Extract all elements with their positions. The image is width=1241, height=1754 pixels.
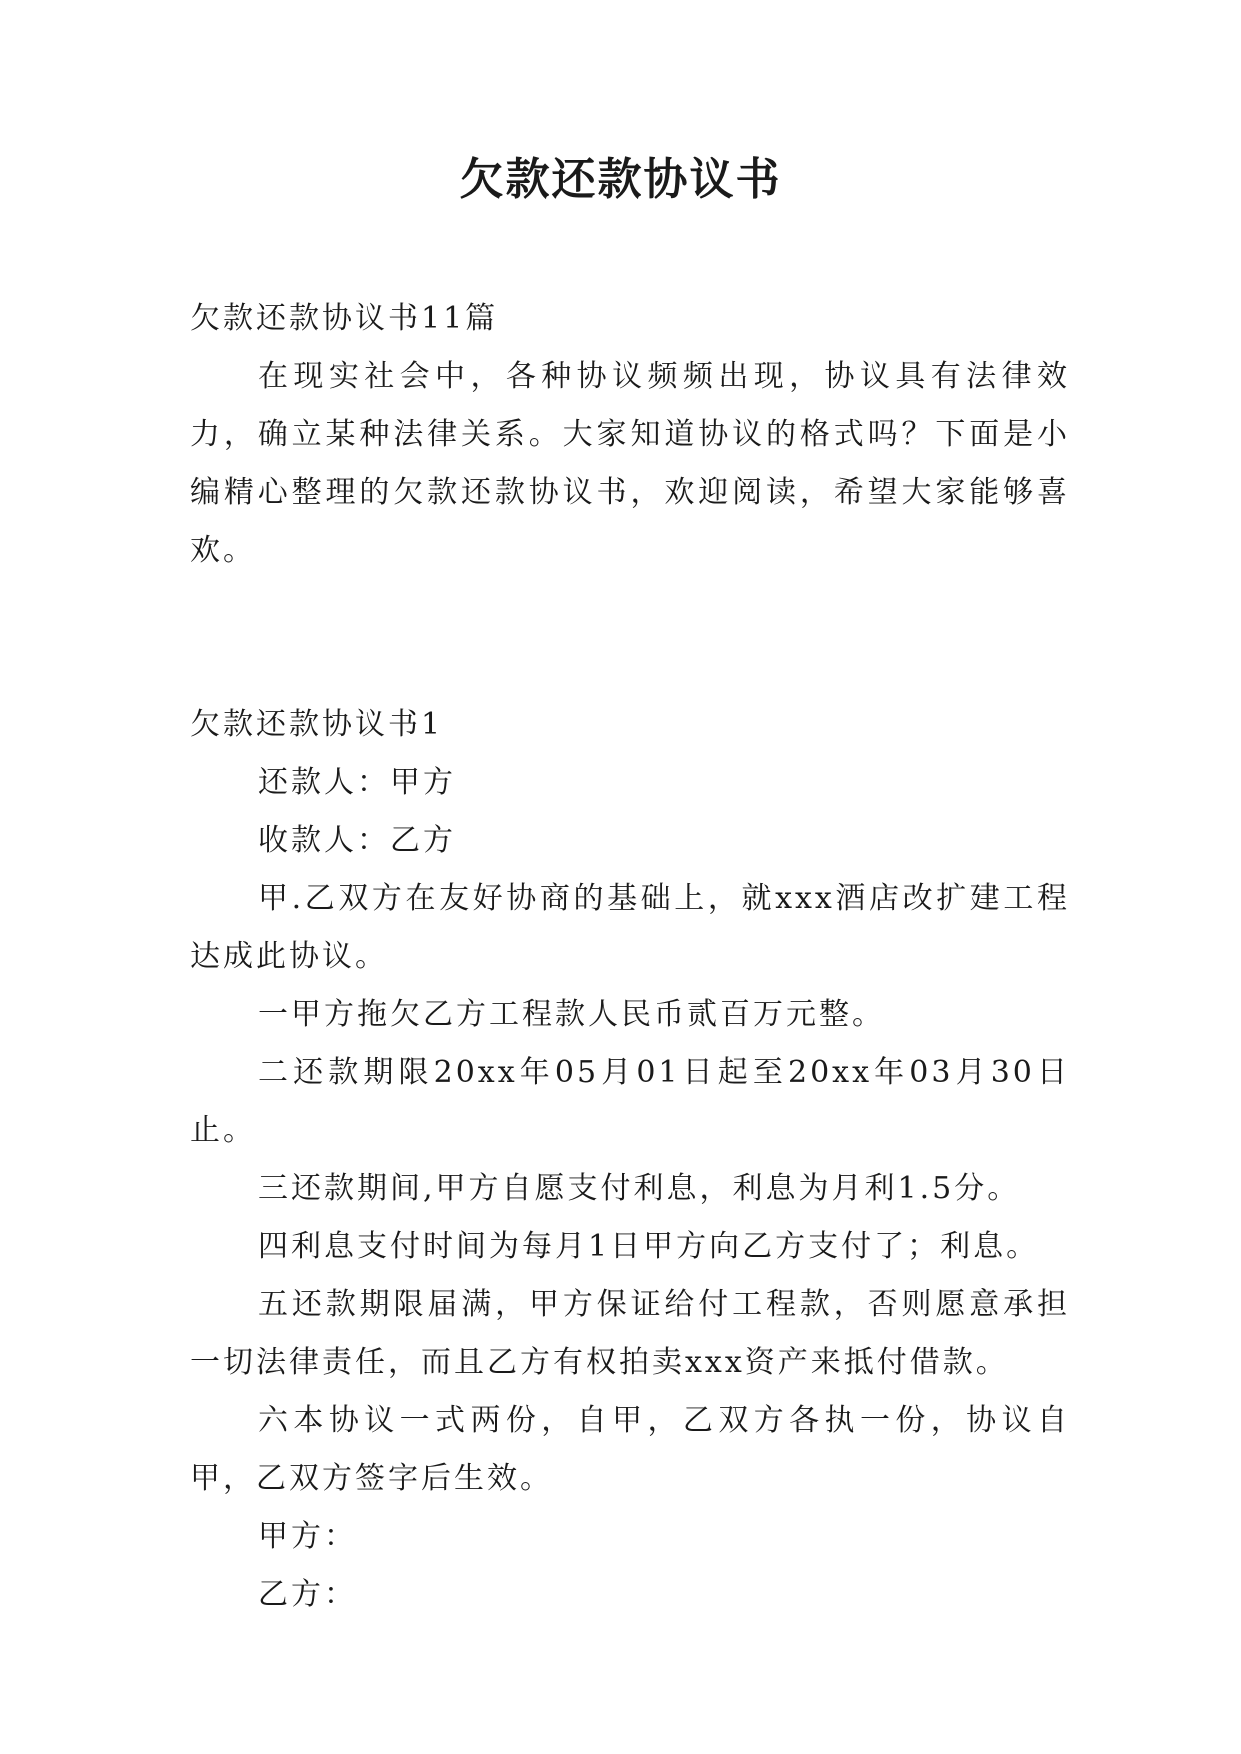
payee-line: 收款人：乙方 — [258, 823, 456, 858]
clause-6: 六本协议一式两份，自甲，乙双方各执一份，协议自甲，乙双方签字后生效。 — [190, 1403, 1070, 1496]
clause-4: 四利息支付时间为每月1日甲方向乙方支付了；利息。 — [258, 1229, 1040, 1264]
clause-2: 二还款期限20xx年05月01日起至20xx年03月30日止。 — [190, 1055, 1070, 1148]
party-b-signature: 乙方： — [258, 1577, 357, 1612]
document-title: 欠款还款协议书 — [459, 154, 782, 205]
clause-5: 五还款期限届满，甲方保证给付工程款，否则愿意承担一切法律责任，而且乙方有权拍卖xxx资产来抵付借款。 — [190, 1287, 1070, 1380]
party-a-signature: 甲方： — [258, 1519, 357, 1554]
intro-paragraph: 在现实社会中，各种协议频频出现，协议具有法律效力，确立某种法律关系。大家知道协议的格式吗？下面是小编精心整理的欠款还款协议书，欢迎阅读，希望大家能够喜欢。 — [190, 359, 1070, 568]
section-spacer — [190, 580, 1070, 696]
clause-1: 一甲方拖欠乙方工程款人民币贰百万元整。 — [258, 997, 885, 1032]
document-subtitle: 欠款还款协议书11篇 — [190, 301, 499, 336]
document-body — [190, 290, 1070, 1624]
repayer-line: 还款人：甲方 — [258, 765, 456, 800]
section-heading: 欠款还款协议书1 — [190, 707, 444, 742]
clause-3: 三还款期间,甲方自愿支付利息，利息为月利1.5分。 — [258, 1171, 1021, 1206]
agreement-preamble: 甲.乙双方在友好协商的基础上，就xxx酒店改扩建工程达成此协议。 — [190, 881, 1070, 974]
